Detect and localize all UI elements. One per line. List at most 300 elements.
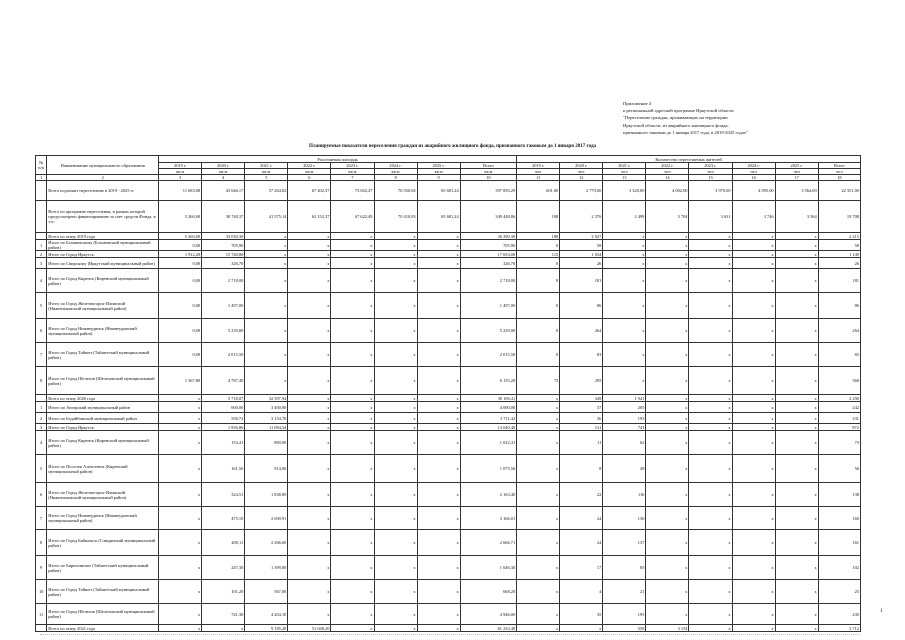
cell-area-value: 43 646,17 [202, 181, 245, 201]
cell-area-value: x [374, 483, 417, 507]
cell-people-value: x [646, 413, 689, 424]
header-people-year: 2024 г. [732, 163, 775, 169]
cell-area-value: x [331, 269, 374, 293]
cell-people-value: 136 [603, 507, 646, 530]
header-num: № п/п [36, 156, 47, 175]
cell-people-value: x [646, 483, 689, 507]
cell-people-value: x [732, 240, 775, 251]
cell-people-value: 349 [560, 395, 603, 402]
cell-people-value: 0 [517, 269, 560, 293]
cell-people-value: 181 [818, 269, 860, 293]
cell-area-value: 2 718,00 [460, 269, 517, 293]
cell-people-value: x [689, 507, 732, 530]
cell-area-value: x [331, 258, 374, 269]
cell-area-value: x [417, 258, 460, 269]
cell-people-value: x [603, 240, 646, 251]
cell-people-value: 26 [560, 258, 603, 269]
cell-area-value: 869,00 [245, 431, 288, 455]
header-area-year: 2021 г. [245, 163, 288, 169]
cell-people-value: x [646, 402, 689, 413]
cell-people-value: x [732, 580, 775, 604]
cell-people-value: x [689, 625, 732, 632]
cell-area-value: x [417, 431, 460, 455]
cell-area-value: 41 575,14 [245, 201, 288, 233]
header-unit: чел [775, 169, 818, 175]
cell-people-value: x [689, 530, 732, 556]
cell-area-value: x [331, 343, 374, 367]
header-column-number: 4 [202, 175, 245, 181]
cell-people-value: x [689, 240, 732, 251]
row-municipality-name: Итого по Город Железногорск-Илимский (Нижнеилимский муниципальный район) [47, 293, 159, 319]
row-municipality-name: Итого по Ангарский муниципальный район [47, 402, 159, 413]
table-row [36, 240, 861, 251]
cell-people-value: x [689, 424, 732, 431]
cell-area-value: 13 040,40 [460, 424, 517, 431]
table-row [36, 413, 861, 424]
table-row [36, 319, 861, 343]
cell-area-value: 668,20 [460, 580, 517, 604]
header-unit: кв.м [202, 169, 245, 175]
row-number: 1 [36, 240, 47, 251]
cell-people-value: 264 [818, 319, 860, 343]
cell-area-value: x [417, 483, 460, 507]
cell-area-value: 4 204,10 [245, 604, 288, 625]
cell-people-value: 1 941 [603, 395, 646, 402]
cell-area-value: x [374, 367, 417, 395]
row-municipality-name: Итого по Город Шелехов (Шелеховский муниципальный район) [47, 367, 159, 395]
cell-area-value: x [374, 530, 417, 556]
cell-area-value: 5 260,00 [159, 201, 202, 233]
cell-area-value: x [288, 580, 331, 604]
cell-people-value: x [646, 258, 689, 269]
cell-area-value: 6 155,20 [460, 367, 517, 395]
cell-people-value: x [646, 507, 689, 530]
appendix-line: Приложение 4 [623, 101, 652, 106]
cell-people-value: 17 [560, 556, 603, 580]
cell-people-value: x [732, 293, 775, 319]
cell-people-value: 3 564,00 [775, 181, 818, 201]
cell-people-value: x [775, 431, 818, 455]
cell-people-value: x [732, 431, 775, 455]
cell-people-value: 8 [560, 455, 603, 483]
cell-area-value: 5 239,00 [460, 319, 517, 343]
row-municipality-name: Всего по программе переселения, в рамках которой предусмотрено финансирование за счет средств Фонда, в т.ч.: [47, 201, 159, 233]
scan-artifact-line [40, 634, 860, 636]
header-area-group: Расселяемая площадь [159, 156, 517, 163]
page-number: 1 [880, 609, 883, 614]
cell-area-value: 3 711,42 [460, 413, 517, 424]
appendix-line: "Переселение граждан, проживающих на территории [623, 115, 728, 121]
cell-people-value: x [775, 580, 818, 604]
cell-people-value: x [603, 367, 646, 395]
header-people-group: Количество переселяемых жителей [517, 156, 861, 163]
cell-area-value: x [331, 251, 374, 258]
row-municipality-name: Итого по Бодайбинский муниципальный район [47, 413, 159, 424]
cell-people-value: x [732, 319, 775, 343]
cell-people-value: 230 [818, 604, 860, 625]
cell-area-value: 705,90 [202, 240, 245, 251]
table-row [36, 367, 861, 395]
header-column-number: 18 [818, 175, 860, 181]
row-municipality-name: Итого по Город Иркутск [47, 251, 159, 258]
table-row [36, 483, 861, 507]
cell-area-value: x [374, 343, 417, 367]
cell-people-value: 58 [818, 240, 860, 251]
cell-people-value: 3 704 [646, 201, 689, 233]
cell-people-value: x [732, 251, 775, 258]
cell-people-value: x [689, 251, 732, 258]
cell-people-value: x [732, 269, 775, 293]
cell-area-value: x [202, 625, 245, 632]
cell-area-value: x [417, 402, 460, 413]
cell-area-value: 11 084,34 [245, 424, 288, 431]
cell-area-value: 600,00 [202, 402, 245, 413]
cell-area-value: x [159, 431, 202, 455]
cell-area-value: 2 266,60 [245, 530, 288, 556]
cell-people-value: x [646, 580, 689, 604]
cell-people-value: 3 970,00 [689, 181, 732, 201]
cell-people-value: 85 [603, 556, 646, 580]
cell-people-value: 2 499 [603, 201, 646, 233]
cell-people-value: x [732, 604, 775, 625]
cell-people-value: x [646, 455, 689, 483]
header-municipality: Наименование муниципального образования [47, 156, 159, 175]
row-municipality-name: Всего по этапу 2020 года [47, 395, 159, 402]
cell-people-value: 19 708 [818, 201, 860, 233]
cell-people-value: x [603, 319, 646, 343]
cell-area-value: x [331, 455, 374, 483]
cell-people-value: 2 027 [560, 233, 603, 240]
cell-people-value: 4 095,00 [732, 181, 775, 201]
appendix-line: Иркутской области, из аварийного жилищного фонда, [623, 122, 729, 128]
cell-people-value: 368 [818, 367, 860, 395]
cell-area-value: x [417, 556, 460, 580]
cell-area-value: 705,90 [460, 240, 517, 251]
row-number: 7 [36, 343, 47, 367]
cell-people-value: x [775, 343, 818, 367]
cell-people-value: x [517, 431, 560, 455]
cell-area-value: 2 015,50 [202, 343, 245, 367]
cell-people-value: 3 631 [689, 201, 732, 233]
cell-area-value: x [288, 269, 331, 293]
cell-area-value: x [374, 580, 417, 604]
row-number: 7 [36, 507, 47, 530]
header-column-number: 10 [460, 175, 517, 181]
cell-area-value: x [374, 402, 417, 413]
header-column-number: 12 [560, 175, 603, 181]
cell-area-value: 326,70 [460, 258, 517, 269]
cell-people-value: 231 [818, 413, 860, 424]
row-municipality-name: Итого по Город Шелехов (Шелеховский муниципальный район) [47, 604, 159, 625]
header-column-number: 11 [517, 175, 560, 181]
cell-area-value: x [374, 233, 417, 240]
cell-people-value: x [689, 343, 732, 367]
cell-people-value: x [732, 343, 775, 367]
cell-people-value: 24 [560, 507, 603, 530]
cell-area-value: 57 264,02 [245, 181, 288, 201]
cell-area-value: 397 850,29 [460, 181, 517, 201]
cell-area-value: x [288, 483, 331, 507]
cell-people-value: x [646, 319, 689, 343]
cell-people-value: 25 [818, 580, 860, 604]
cell-people-value: 83 [818, 343, 860, 367]
cell-people-value: x [646, 251, 689, 258]
header-column-number: 5 [245, 175, 288, 181]
cell-area-value: x [245, 258, 288, 269]
cell-people-value: 0 [517, 343, 560, 367]
cell-people-value: x [732, 413, 775, 424]
cell-area-value: 4 787,40 [202, 367, 245, 395]
cell-people-value: x [517, 455, 560, 483]
cell-area-value: 65 681,24 [417, 201, 460, 233]
cell-area-value: 38 106,41 [460, 395, 517, 402]
header-unit: чел [560, 169, 603, 175]
table-row [36, 251, 861, 258]
header-area-year: 2023 г. [331, 163, 374, 169]
cell-area-value: x [331, 424, 374, 431]
cell-area-value: x [288, 395, 331, 402]
header-unit: кв.м [331, 169, 374, 175]
row-municipality-name: Итого по Город Байкальск (Слюдянский муниципальный район) [47, 530, 159, 556]
row-municipality-name: Итого по Город Нижнеудинск (Нижнеудинский муниципальный район) [47, 507, 159, 530]
header-unit: чел [646, 169, 689, 175]
row-number: 5 [36, 293, 47, 319]
row-municipality-name: Итого по Бохановскому (Бохановский муниципальный район) [47, 240, 159, 251]
cell-people-value: x [689, 293, 732, 319]
cell-people-value: 1 034 [560, 251, 603, 258]
cell-people-value: x [732, 530, 775, 556]
header-area-year: Всего [460, 163, 517, 169]
row-number: 1 [36, 402, 47, 413]
table-total-row [36, 395, 861, 402]
cell-area-value: 914,00 [245, 455, 288, 483]
cell-area-value: x [374, 319, 417, 343]
cell-area-value: 5 239,00 [202, 319, 245, 343]
cell-area-value: x [331, 483, 374, 507]
cell-people-value: x [732, 483, 775, 507]
header-unit: кв.м [374, 169, 417, 175]
row-number: 4 [36, 269, 47, 293]
cell-area-value: x [159, 556, 202, 580]
cell-people-value: x [732, 367, 775, 395]
cell-area-value: 33 030,30 [202, 233, 245, 240]
cell-people-value: 115 [517, 251, 560, 258]
cell-people-value: 2 290 [818, 395, 860, 402]
cell-area-value: 0,00 [159, 343, 202, 367]
cell-area-value: x [288, 293, 331, 319]
cell-area-value: x [245, 233, 288, 240]
cell-people-value: 181 [560, 269, 603, 293]
cell-area-value: x [331, 233, 374, 240]
row-number: 6 [36, 483, 47, 507]
cell-people-value: 0 [517, 240, 560, 251]
table-row [36, 507, 861, 530]
cell-people-value: 2 215 [818, 233, 860, 240]
cell-area-value: 62 152,37 [288, 201, 331, 233]
cell-area-value: 1 646,30 [460, 556, 517, 580]
cell-people-value: x [689, 413, 732, 424]
cell-area-value: x [331, 240, 374, 251]
cell-area-value: 556,72 [202, 413, 245, 424]
cell-area-value: 161,56 [202, 455, 245, 483]
cell-area-value: x [288, 507, 331, 530]
cell-people-value: 11 [560, 431, 603, 455]
cell-people-value: x [775, 395, 818, 402]
cell-area-value: 1 956,86 [202, 424, 245, 431]
cell-area-value: 567,00 [245, 580, 288, 604]
cell-area-value: x [288, 431, 331, 455]
table-row [36, 424, 861, 431]
cell-area-value: x [331, 395, 374, 402]
table-total-row [36, 625, 861, 632]
cell-people-value: 195 [603, 413, 646, 424]
cell-area-value: 741,30 [202, 604, 245, 625]
cell-area-value: 349 448,86 [460, 201, 517, 233]
cell-people-value: x [646, 424, 689, 431]
header-column-number: 2 [47, 175, 159, 181]
cell-area-value: x [331, 556, 374, 580]
header-unit: кв.м [288, 169, 331, 175]
cell-people-value: 37 [560, 402, 603, 413]
cell-area-value: x [288, 343, 331, 367]
cell-area-value: x [417, 269, 460, 293]
cell-people-value: x [689, 580, 732, 604]
cell-area-value: 0,00 [159, 319, 202, 343]
cell-area-value: 2 163,40 [460, 483, 517, 507]
cell-area-value: 1 912,20 [159, 251, 202, 258]
cell-people-value: x [646, 431, 689, 455]
cell-people-value: x [603, 343, 646, 367]
cell-area-value: 3 400,00 [245, 402, 288, 413]
header-people-year: 2021 г. [603, 163, 646, 169]
cell-area-value: x [159, 395, 202, 402]
cell-people-value: x [603, 251, 646, 258]
cell-people-value: x [646, 293, 689, 319]
cell-people-value: x [646, 240, 689, 251]
header-column-number: 14 [646, 175, 689, 181]
cell-area-value: 4 946,00 [460, 604, 517, 625]
cell-area-value: 1 497,00 [202, 293, 245, 319]
row-number: 4 [36, 431, 47, 455]
row-number [36, 625, 47, 632]
header-people-year: Всего [818, 163, 860, 169]
cell-people-value: x [732, 424, 775, 431]
header-area-year: 2022 г. [288, 163, 331, 169]
cell-people-value: 558 [603, 625, 646, 632]
cell-area-value: 5 718,07 [202, 395, 245, 402]
cell-area-value: 36 290,30 [460, 233, 517, 240]
cell-area-value: x [331, 507, 374, 530]
cell-people-value: 0 [517, 319, 560, 343]
header-column-number: 17 [775, 175, 818, 181]
header-unit: чел [818, 169, 860, 175]
cell-people-value: x [775, 258, 818, 269]
cell-area-value: x [245, 293, 288, 319]
table-row [36, 530, 861, 556]
row-number: 8 [36, 530, 47, 556]
cell-people-value: x [775, 507, 818, 530]
cell-area-value: x [417, 413, 460, 424]
cell-area-value: x [374, 293, 417, 319]
cell-area-value: x [331, 530, 374, 556]
cell-area-value: x [159, 402, 202, 413]
row-municipality-name: Итого по Поселок Алексеевск (Киренский муниципальный район) [47, 455, 159, 483]
cell-people-value: x [775, 413, 818, 424]
cell-people-value: x [646, 395, 689, 402]
cell-area-value: x [159, 604, 202, 625]
cell-people-value: 22 351,00 [818, 181, 860, 201]
row-number: 10 [36, 580, 47, 604]
table-row [36, 343, 861, 367]
cell-area-value: x [245, 343, 288, 367]
cell-people-value: x [689, 269, 732, 293]
cell-people-value: x [775, 233, 818, 240]
cell-area-value: x [288, 604, 331, 625]
resettlement-table [35, 155, 861, 632]
cell-area-value: x [331, 431, 374, 455]
header-column-number: 7 [331, 175, 374, 181]
cell-area-value: x [374, 240, 417, 251]
cell-area-value: x [159, 483, 202, 507]
cell-people-value: 36 [560, 413, 603, 424]
cell-people-value: 3 746 [732, 201, 775, 233]
cell-area-value: x [417, 455, 460, 483]
document-title: Планируемые показатели переселения граждан из аварийного жилищного фонда, признанного таковым до 1 января 2017 года [308, 144, 597, 149]
cell-people-value: x [603, 233, 646, 240]
table-row [36, 181, 861, 201]
cell-people-value: x [775, 483, 818, 507]
cell-area-value: x [245, 319, 288, 343]
cell-area-value: 2 718,00 [202, 269, 245, 293]
cell-area-value: x [331, 402, 374, 413]
cell-people-value: 1 149 [818, 251, 860, 258]
cell-area-value: x [417, 233, 460, 240]
cell-people-value: 58 [560, 240, 603, 251]
header-column-number: 8 [374, 175, 417, 181]
cell-area-value: 3 166,01 [460, 507, 517, 530]
row-municipality-name: Всего по этапу 2019 года [47, 233, 159, 240]
cell-people-value: x [775, 367, 818, 395]
header-area-year: 2024 г. [374, 163, 417, 169]
header-people-year: 2019 г. [517, 163, 560, 169]
cell-area-value: x [417, 625, 460, 632]
cell-area-value: x [288, 455, 331, 483]
cell-people-value: x [732, 556, 775, 580]
cell-people-value: x [689, 395, 732, 402]
cell-area-value: x [417, 367, 460, 395]
cell-area-value: x [374, 604, 417, 625]
header-area-year: 2020 г. [202, 163, 245, 169]
cell-area-value: x [159, 580, 202, 604]
cell-area-value: 475,10 [202, 507, 245, 530]
cell-area-value: x [417, 395, 460, 402]
header-unit: чел [689, 169, 732, 175]
cell-area-value: x [417, 251, 460, 258]
table-total-row [36, 233, 861, 240]
header-column-number: 3 [159, 175, 202, 181]
row-number: 9 [36, 556, 47, 580]
row-municipality-name: Итого по Город Нижнеудинск (Нижнеудинский муниципальный район) [47, 319, 159, 343]
cell-people-value: x [517, 507, 560, 530]
header-unit: кв.м [159, 169, 202, 175]
cell-people-value: x [775, 402, 818, 413]
cell-area-value: 67 402,37 [288, 181, 331, 201]
cell-area-value: 73 602,47 [331, 181, 374, 201]
cell-people-value: 264 [560, 319, 603, 343]
cell-people-value: x [646, 233, 689, 240]
cell-area-value: x [245, 367, 288, 395]
cell-area-value: x [159, 530, 202, 556]
